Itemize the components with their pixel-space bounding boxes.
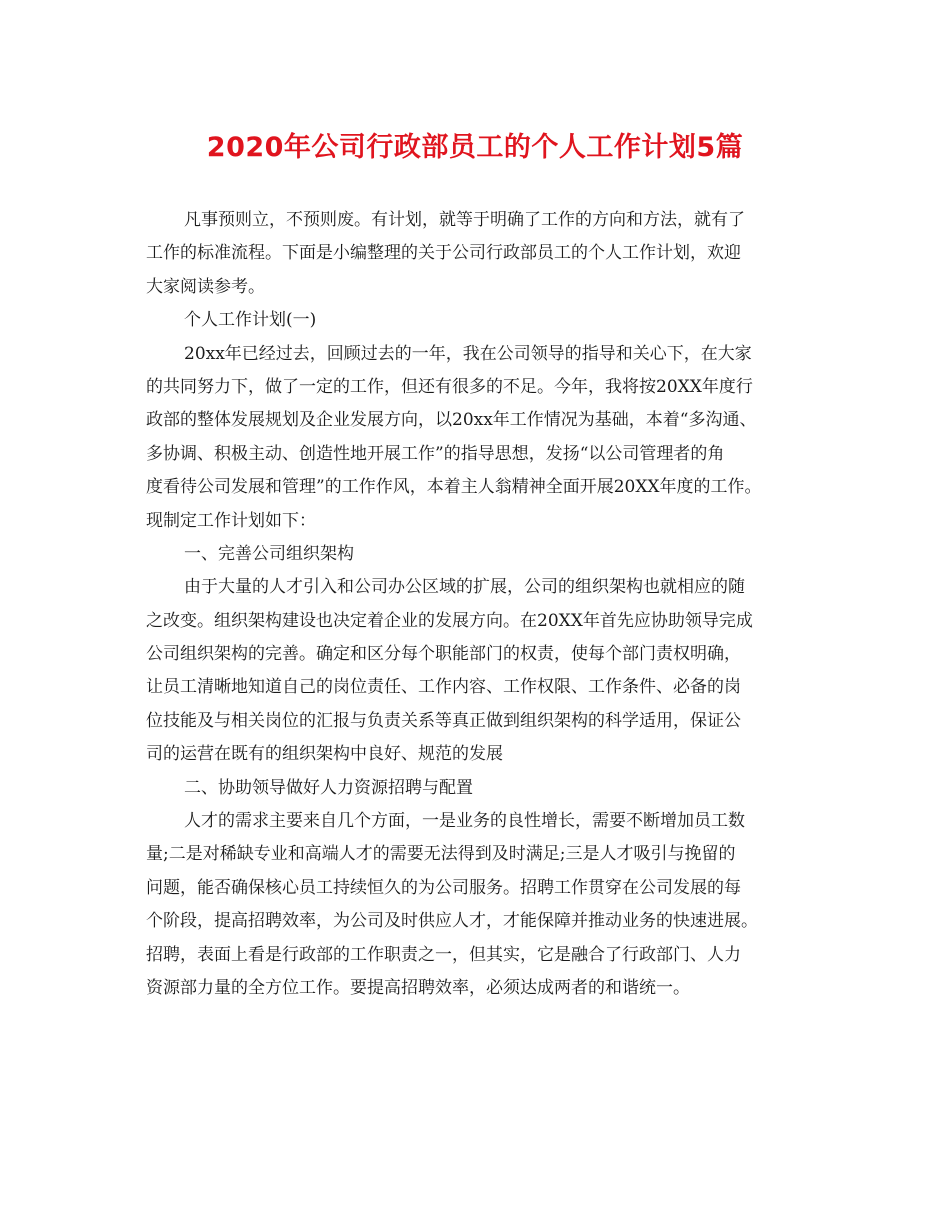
text-line: 招聘，表面上看是行政部的工作职责之一，但其实，它是融合了行政部门、人力 [146, 944, 741, 965]
text-line: 多协调、积极主动、创造性地开展工作”的指导思想，发扬“以公司管理者的角 [146, 443, 725, 464]
text-line: 公司组织架构的完善。确定和区分每个职能部门的权责，使每个部门责权明确， [146, 644, 741, 665]
text-line: 位技能及与相关岗位的汇报与负责关系等真正做到组织架构的科学适用，保证公 [146, 710, 741, 731]
text-line: 量;二是对稀缺专业和高端人才的需要无法得到及时满足;三是人才吸引与挽留的 [146, 844, 736, 865]
text-line: 资源部力量的全方位工作。要提高招聘效率，必须达成两者的和谐统一。 [146, 977, 690, 998]
text-line: 二、协助领导做好人力资源招聘与配置 [184, 777, 473, 798]
document-body [146, 204, 814, 1005]
text-line: 个阶段，提高招聘效率，为公司及时供应人才，才能保障并推动业务的快速进展。 [146, 911, 758, 932]
text-line: 度看待公司发展和管理”的工作作风，本着主人翁精神全面开展20XX年度的工作。 [146, 477, 762, 498]
text-line: 个人工作计划(一) [184, 310, 317, 331]
text-line: 20xx年已经过去，回顾过去的一年，我在公司领导的指导和关心下，在大家 [184, 343, 752, 364]
text-line: 让员工清晰地知道自己的岗位责任、工作内容、工作权限、工作条件、必备的岗 [146, 677, 741, 698]
text-line: 现制定工作计划如下： [146, 510, 316, 531]
text-line: 的共同努力下，做了一定的工作，但还有很多的不足。今年，我将按20XX年度行 [146, 376, 753, 397]
text-line: 由于大量的人才引入和公司办公区域的扩展，公司的组织架构也就相应的随 [184, 577, 745, 598]
text-line: 政部的整体发展规划及企业发展方向，以20xx年工作情况为基础，本着“多沟通、 [146, 410, 757, 431]
text-line: 大家阅读参考。 [146, 276, 265, 297]
text-line: 一、完善公司组织架构 [184, 543, 354, 564]
text-line: 之改变。组织架构建设也决定着企业的发展方向。在20XX年首先应协助领导完成 [146, 610, 753, 631]
text-line: 工作的标准流程。下面是小编整理的关于公司行政部员工的个人工作计划，欢迎 [146, 243, 741, 264]
text-line: 凡事预则立，不预则废。有计划，就等于明确了工作的方向和方法，就有了 [184, 210, 745, 230]
text-line: 司的运营在既有的组织架构中良好、规范的发展 [146, 744, 503, 765]
text-line: 问题，能否确保核心员工持续恒久的为公司服务。招聘工作贯穿在公司发展的每 [146, 877, 741, 898]
document-title: 2020年公司行政部员工的个人工作计划5篇 [206, 132, 744, 163]
text-line: 人才的需求主要来自几个方面，一是业务的良性增长，需要不断增加员工数 [184, 811, 745, 832]
